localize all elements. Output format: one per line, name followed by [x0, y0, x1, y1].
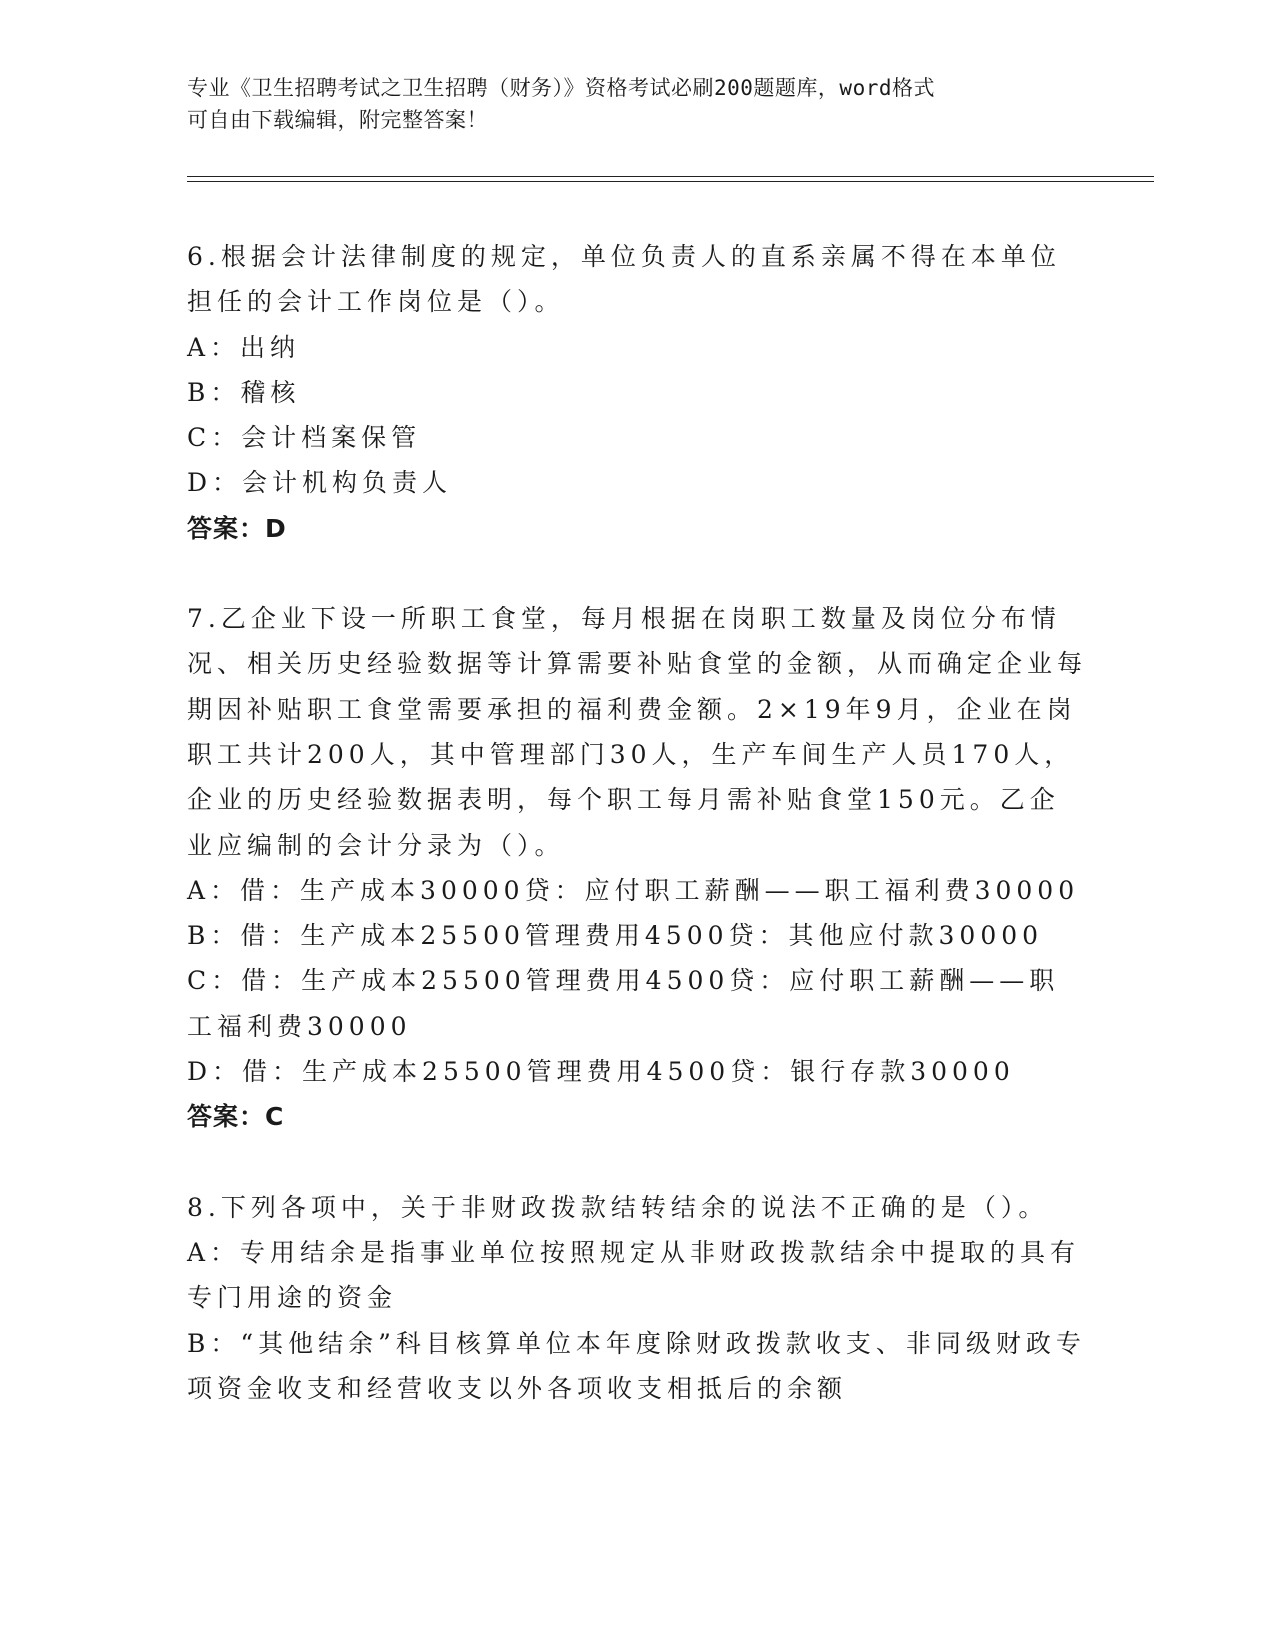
question-stem: 8.下列各项中，关于非财政拨款结转结余的说法不正确的是（）。	[187, 1192, 1049, 1222]
option-b: B：“其他结余”科目核算单位本年度除财政拨款收支、非同级财政专项资金收支和经营收支以外各项收支相抵后的余额	[187, 1328, 1086, 1403]
answer-label: 答案：C	[187, 1102, 285, 1132]
option-d: D：借：生产成本25500管理费用4500贷：银行存款30000	[187, 1057, 1015, 1087]
header-divider-top	[187, 176, 1154, 177]
question-7	[187, 596, 1087, 1140]
option-a: A：专用结余是指事业单位按照规定从非财政拨款结余中提取的具有专门用途的资金	[187, 1237, 1081, 1313]
option-b: B：借：生产成本25500管理费用4500贷：其他应付款30000	[187, 921, 1044, 951]
question-stem: 7.乙企业下设一所职工食堂，每月根据在岗职工数量及岗位分布情况、相关历史经验数据等计算需要补贴食堂的金额，从而确定企业每期因补贴职工食堂需要承担的福利费金额。2×19年9月，企业在岗职工共计200人，其中管理部门30人，生产车间生产人员170人，企业的历史经验数据表明，每个职工每月需补贴食堂150元。乙企业应编制的会计分录为（）。	[187, 604, 1088, 860]
header-divider-bottom	[187, 181, 1154, 182]
header-title-line-1: 专业《卫生招聘考试之卫生招聘（财务）》资格考试必刷200题题库，word格式	[187, 76, 935, 100]
question-list	[187, 234, 1087, 1411]
option-a: A：借：生产成本30000贷：应付职工薪酬——职工福利费30000	[187, 875, 1080, 905]
option-a: A：出纳	[187, 332, 301, 362]
option-c: C：会计档案保管	[187, 423, 422, 453]
question-stem: 6.根据会计法律制度的规定，单位负责人的直系亲属不得在本单位担任的会计工作岗位是（）。	[187, 242, 1061, 317]
option-b: B：稽核	[187, 377, 301, 407]
answer-label: 答案：D	[187, 513, 287, 543]
option-c: C：借：生产成本25500管理费用4500贷：应付职工薪酬——职工福利费30000	[187, 966, 1060, 1041]
option-d: D：会计机构负责人	[187, 468, 453, 498]
question-8	[187, 1185, 1087, 1411]
question-6	[187, 234, 1087, 551]
document-header	[187, 72, 1067, 136]
header-title-line-2: 可自由下载编辑，附完整答案！	[187, 108, 488, 132]
